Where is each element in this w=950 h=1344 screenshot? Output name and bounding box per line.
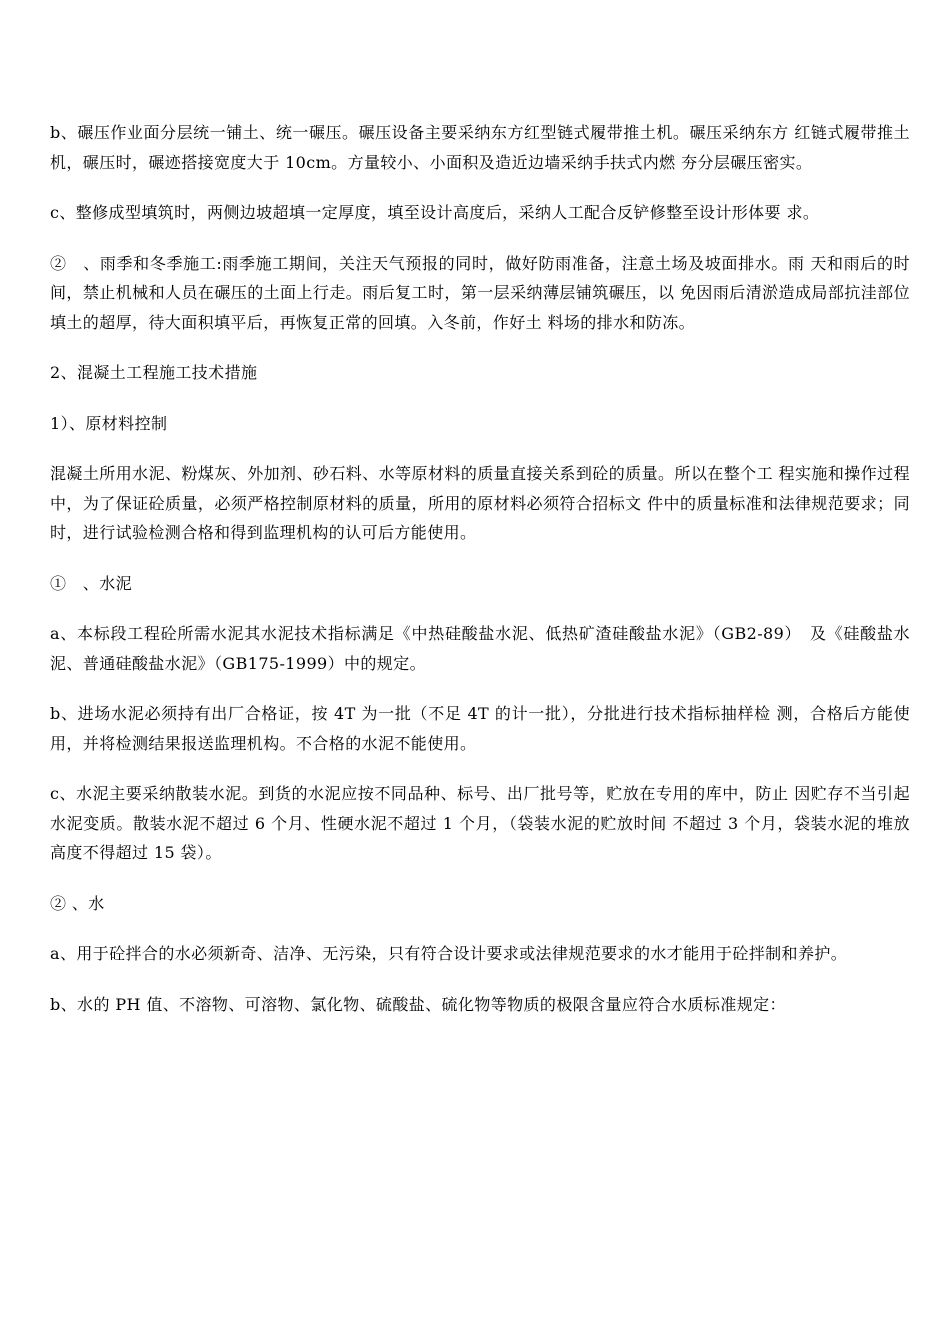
paragraph-water-a: a、用于砼拌合的水必须新奇、洁净、无污染，只有符合设计要求或法律规范要求的水才能用于砼拌制和养护。 [50,944,848,963]
paragraph-materials-intro: 混凝土所用水泥、粉煤灰、外加剂、砂石料、水等原材料的质量直接关系到砼的质量。所以在整个工 程实施和操作过程中，为了保证砼质量，必须严格控制原材料的质量，所用的原材料必须符合招标文 件中的质量标准和法律规范要求；同时，进行试验检测合格和得到监理机构的认可后方能使用。 [50,464,910,542]
item-heading-cement: ① 、水泥 [50,573,133,593]
paragraph-rainy-winter: ② 、雨季和冬季施工:雨季施工期间，关注天气预报的同时，做好防雨准备，注意土场及坡面排水。雨 天和雨后的时间，禁止机械和人员在碾压的土面上行走。雨后复工时，第一层采纳薄层铺筑碾压，以 免因雨后清淤造成局部抗洼部位填土的超厚，待大面积填平后，再恢复正常的回填。入冬前，作好土 料场的排水和防冻。 [50,253,910,332]
subsection-heading-materials: 1）、原材料控制 [50,413,168,433]
paragraph-cement-c: c、水泥主要采纳散装水泥。到货的水泥应按不同品种、标号、出厂批号等，贮放在专用的库中，防止 因贮存不当引起水泥变质。散装水泥不超过 6 个月、性硬水泥不超过 1 个月，（袋装水泥的贮放时间 不超过 3 个月，袋装水泥的堆放高度不得超过 15 袋）。 [50,784,910,862]
paragraph-cement-a: a、本标段工程砼所需水泥其水泥技术指标满足《中热硅酸盐水泥、低热矿渣硅酸盐水泥》（GB2-89） 及《硅酸盐水泥、普通硅酸盐水泥》（GB175-1999）中的规定。 [50,624,910,673]
document-page [50,118,910,1040]
paragraph-compaction-b: b、碾压作业面分层统一铺土、统一碾压。碾压设备主要采纳东方红型链式履带推土机。碾压采纳东方 红链式履带推土机，碾压时，碾迹搭接宽度大于 10cm。方量较小、小面积及造近边墙采纳手扶式内燃 夯分层碾压密实。 [50,123,910,172]
paragraph-water-b: b、水的 PH 值、不溶物、可溶物、氯化物、硫酸盐、硫化物等物质的极限含量应符合水质标准规定： [50,994,786,1014]
paragraph-cement-b: b、进场水泥必须持有出厂合格证，按 4T 为一批（不足 4T 的计一批），分批进行技术指标抽样检 测，合格后方能使用，并将检测结果报送监理机构。不合格的水泥不能使用。 [50,704,910,753]
paragraph-compaction-c: c、整修成型填筑时，两侧边坡超填一定厚度，填至设计高度后，采纳人工配合反铲修整至设计形体要 求。 [50,203,820,222]
item-heading-water: ② 、水 [50,893,105,913]
section-heading-concrete: 2、混凝土工程施工技术措施 [50,363,258,382]
